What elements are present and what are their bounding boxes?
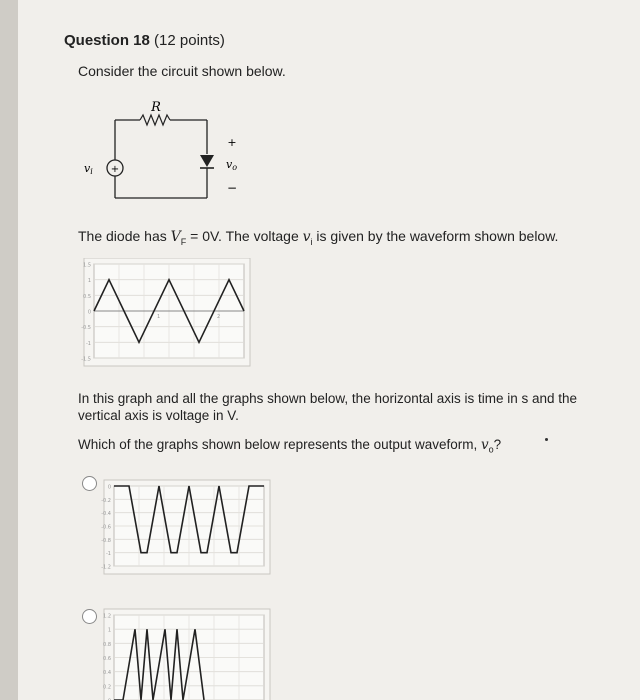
option-b-radio[interactable]: [82, 609, 97, 624]
option-a-graph[interactable]: [96, 476, 271, 576]
output-plus-label: +: [227, 136, 237, 149]
option-a-y-tick: -0.6: [101, 524, 111, 531]
input-graph-y-tick: 1: [87, 278, 91, 285]
which-graph-question: Which of the graphs shown below represents the output waveform, $v_o$?: [78, 437, 502, 455]
option-b-y-tick: 0.4: [103, 670, 111, 677]
option-a-y-tick: 0: [107, 484, 111, 491]
input-graph-y-tick: 0: [87, 309, 91, 316]
source-label: vi: [84, 162, 93, 176]
question-prompt: Consider the circuit shown below.: [78, 63, 286, 79]
axis-note: In this graph and all the graphs shown below, the horizontal axis is time in s and the vertical axis is voltage in V.: [78, 391, 578, 423]
input-graph-y-tick: 1.5: [83, 262, 91, 269]
option-b-y-tick: 1: [107, 627, 111, 634]
input-graph-x-tick: 1: [157, 314, 161, 320]
circuit-diagram: [70, 94, 270, 209]
input-graph-y-tick: 0.5: [83, 293, 91, 300]
option-b-y-tick: 0.2: [103, 684, 111, 691]
output-minus-label: −: [226, 181, 238, 195]
input-graph-y-tick: -1.5: [81, 356, 91, 363]
stray-mark: [545, 438, 548, 441]
input-graph-y-tick: -0.5: [81, 325, 91, 332]
option-a-y-tick: -0.2: [101, 497, 111, 504]
option-a-radio[interactable]: [82, 476, 97, 491]
input-graph-y-tick: -1: [86, 340, 91, 347]
source-plus-sign: +: [110, 164, 120, 175]
resistor-label: R: [151, 100, 161, 115]
resistor-symbol: [140, 115, 170, 125]
option-a-y-tick: -0.4: [101, 511, 111, 518]
option-b-y-tick: 0.6: [103, 656, 111, 662]
option-a-y-tick: -1.2: [101, 564, 111, 571]
diode-statement: The diode has $V_F = 0V$. The voltage $v_i$ is given by the waveform shown below.: [78, 228, 559, 247]
input-graph-x-tick: 2: [217, 314, 221, 320]
option-a-y-tick: -1: [106, 551, 111, 558]
question-points: (12 points): [154, 32, 225, 49]
page-left-edge: [0, 0, 18, 700]
question-title: [64, 32, 225, 49]
option-b-y-tick: 1.2: [103, 613, 111, 620]
diode-symbol: [200, 155, 214, 167]
option-b-y-tick: 0.8: [103, 641, 111, 648]
option-b-graph[interactable]: [96, 607, 271, 700]
input-waveform-graph: [76, 258, 256, 368]
option-a-y-tick: -0.8: [101, 537, 111, 544]
output-label: vo: [226, 158, 238, 172]
question-number: Question 18: [64, 32, 150, 49]
